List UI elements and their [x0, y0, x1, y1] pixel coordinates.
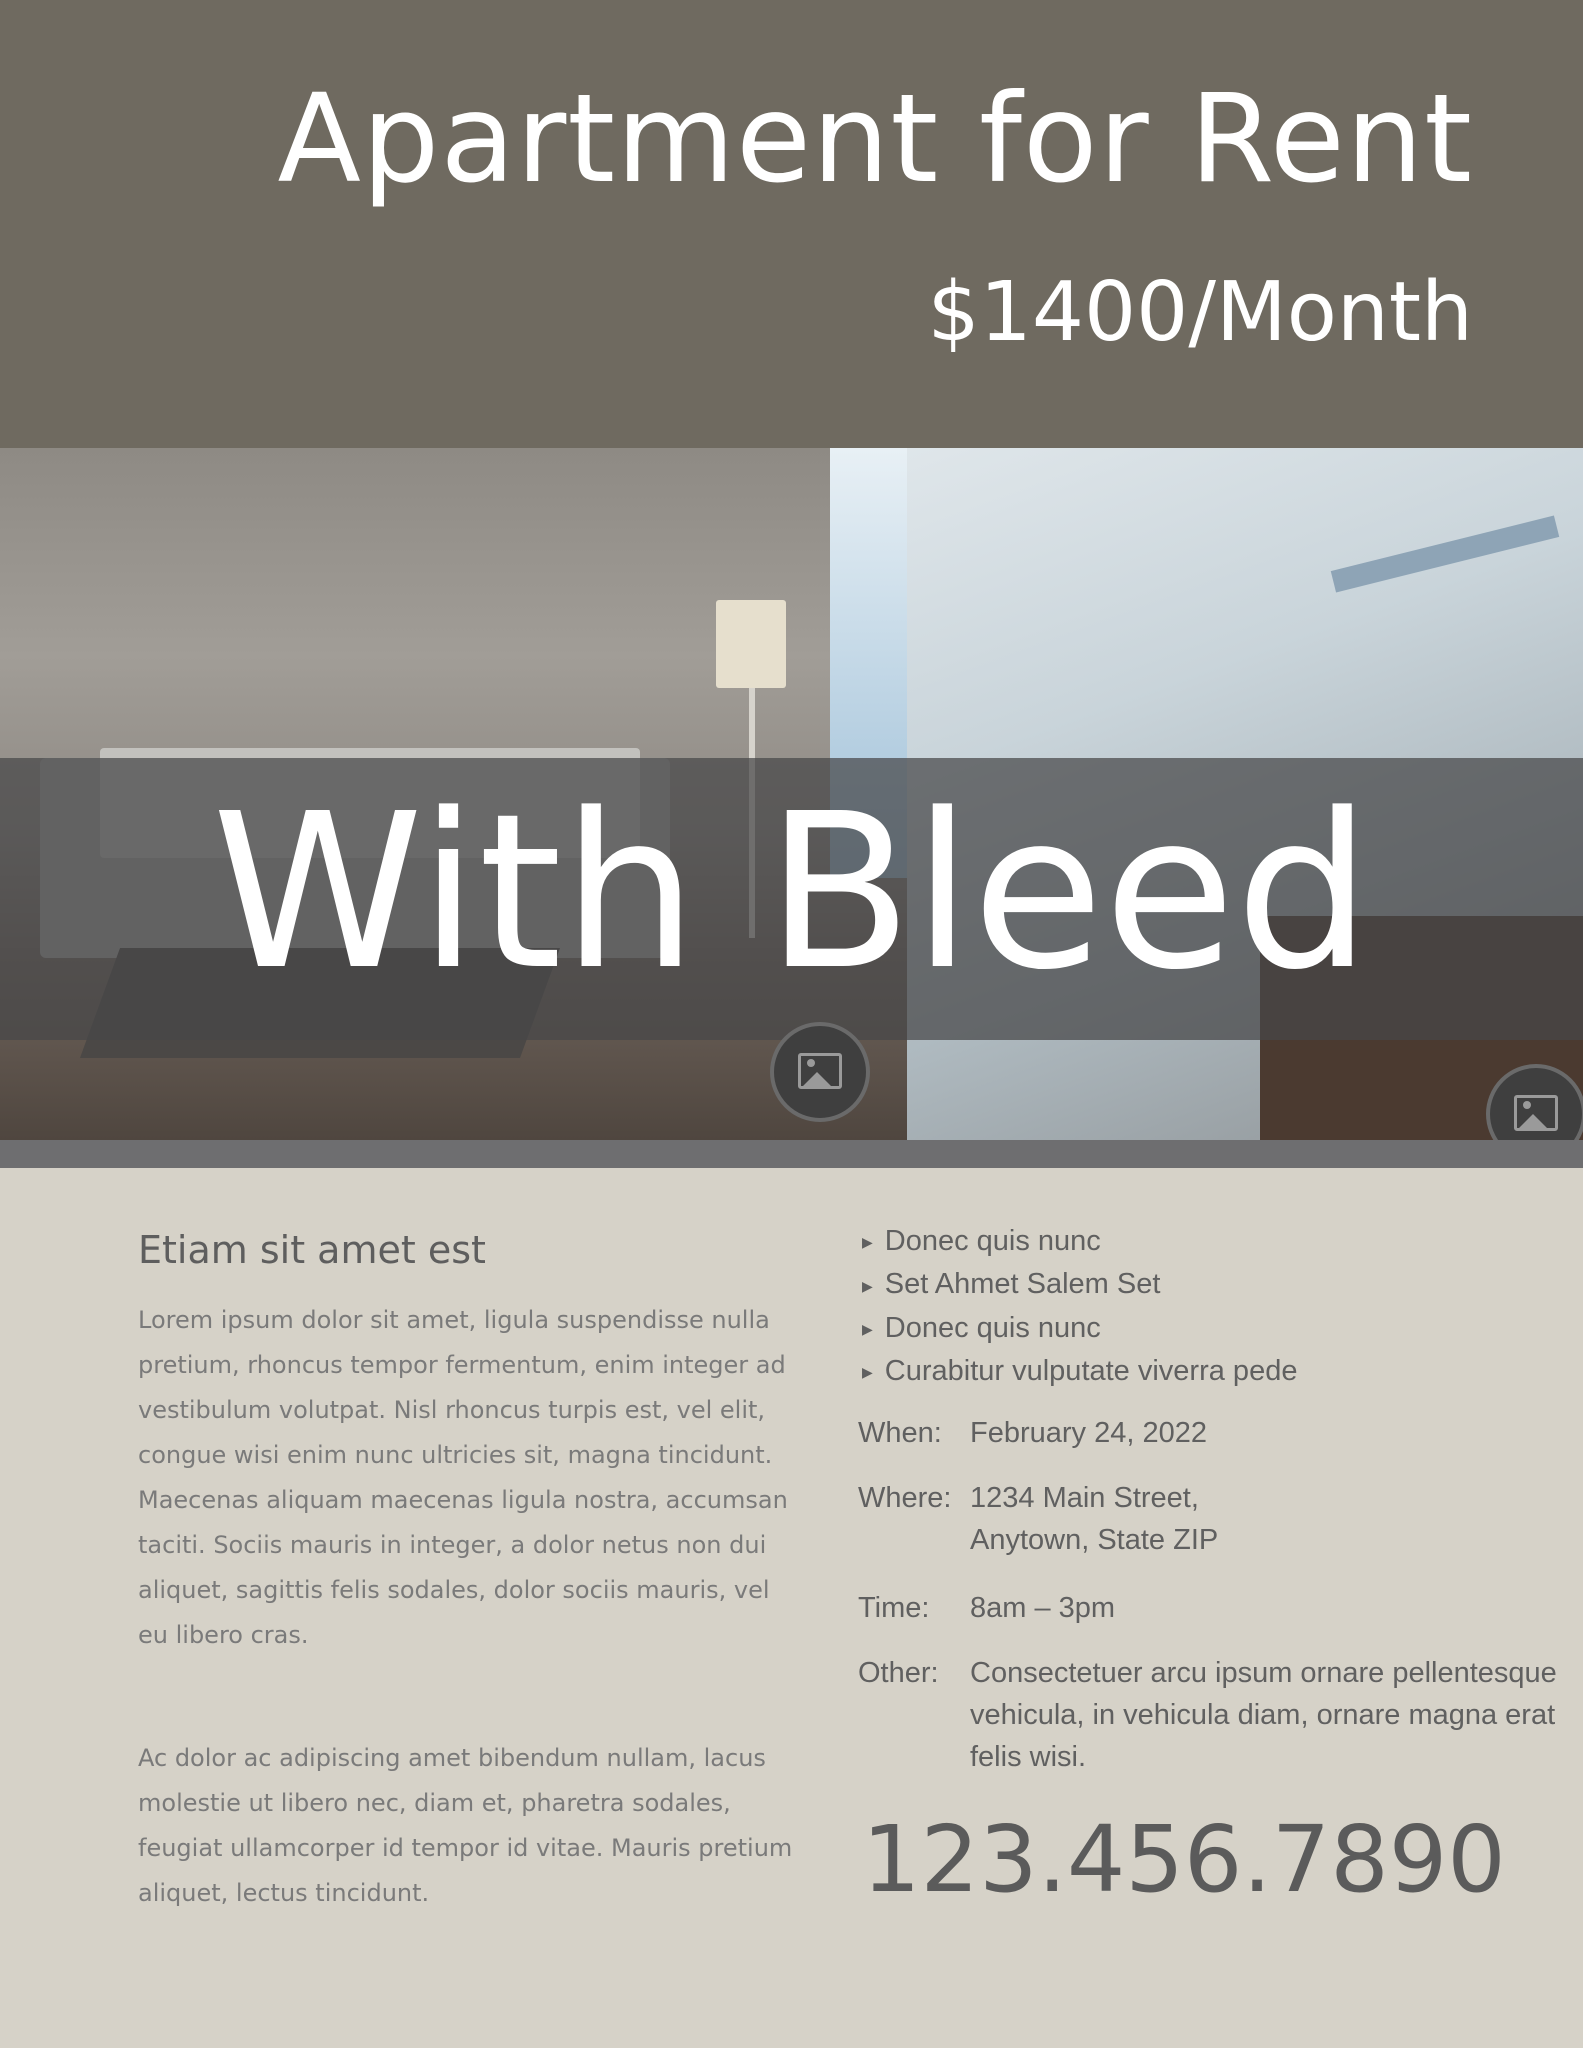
bleed-watermark: With Bleed	[211, 768, 1372, 1017]
body-paragraph: Ac dolor ac adipiscing amet bibendum nullam, lacus molestie ut libero nec, diam et, pharetra sodales, feugiat ullamcorper id tempor id vitae. Mauris pretium aliquet, lectus tincidunt.	[138, 1744, 793, 1907]
photo-divider	[0, 1140, 1583, 1168]
photo-strip	[0, 448, 1583, 1140]
time-value: 8am – 3pm	[970, 1592, 1116, 1624]
flyer-title: Apartment for Rent	[277, 68, 1473, 210]
section-heading: Etiam sit amet est	[138, 1228, 486, 1272]
header-band	[0, 0, 1583, 448]
when-label: When:	[858, 1417, 942, 1449]
body-paragraph: Lorem ipsum dolor sit amet, ligula suspendisse nulla pretium, rhoncus tempor fermentum, enim integer ad vestibulum volutpat. Nisl rhoncus turpis est, vel elit, congue wisi enim nunc ultricies sit, magna tincidunt. Maecenas aliquam maecenas ligula nostra, accumsan taciti. Sociis mauris in integer, a dolor netus non dui aliquet, sagittis felis sodales, dolor sociis mauris, vel eu libero cras.	[138, 1306, 788, 1649]
bullet-triangle-icon: ▶	[862, 1364, 873, 1381]
lamp-shade-shape	[716, 600, 786, 688]
feature-list	[862, 1220, 1297, 1393]
list-item: ▶ Set Ahmet Salem Set	[862, 1268, 1161, 1301]
phone-number: 123.456.7890	[862, 1806, 1506, 1913]
when-value: February 24, 2022	[970, 1417, 1207, 1449]
rent-price: $1400/Month	[927, 265, 1473, 360]
other-label: Other:	[858, 1657, 939, 1689]
other-value: Consectetuer arcu ipsum ornare pellentesque vehicula, in vehicula diam, ornare magna erat felis wisi.	[970, 1657, 1557, 1773]
time-label: Time:	[858, 1592, 930, 1624]
where-line-2: Anytown, State ZIP	[970, 1524, 1219, 1556]
list-item: ▶ Donec quis nunc	[862, 1225, 1101, 1257]
bullet-triangle-icon: ▶	[862, 1234, 873, 1251]
where-label: Where:	[858, 1482, 952, 1514]
bullet-triangle-icon: ▶	[862, 1321, 873, 1338]
list-item: ▶ Donec quis nunc	[862, 1311, 1101, 1344]
where-value	[970, 1477, 1570, 1561]
where-line-1: 1234 Main Street,	[970, 1482, 1199, 1514]
image-icon[interactable]	[770, 1022, 870, 1122]
list-item: ▶ Curabitur vulputate viverra pede	[862, 1355, 1298, 1388]
bullet-triangle-icon: ▶	[862, 1277, 873, 1294]
